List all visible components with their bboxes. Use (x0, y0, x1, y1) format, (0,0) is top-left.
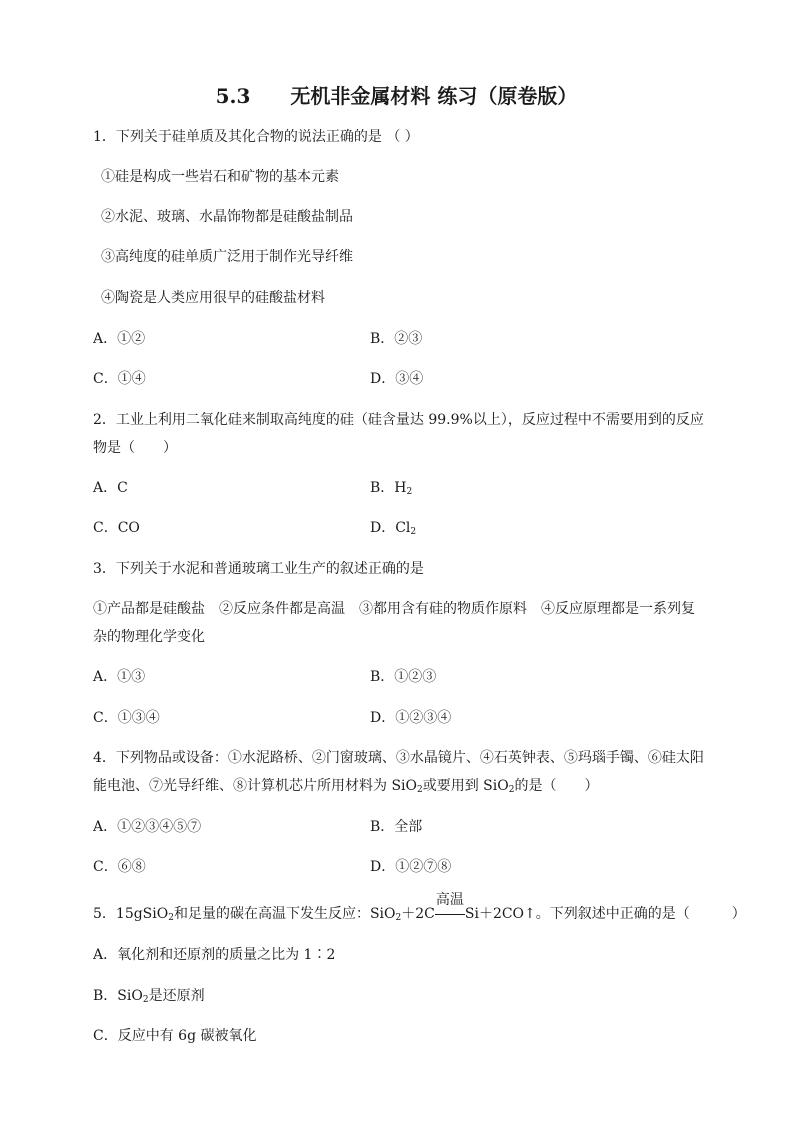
q1-statement-4: ④陶瓷是人类应用很早的硅酸盐材料 (101, 290, 325, 306)
q4-stem-text-b: 或要用到 SiO (422, 778, 509, 794)
q5-option-b-subscript: 2 (142, 995, 149, 1005)
q5-option-b-text-2: 是还原剂 (148, 988, 205, 1004)
q4-stem-line-2 (93, 775, 598, 797)
q2-option-b (370, 477, 412, 499)
q1-option-c: C．①④ (93, 371, 146, 387)
q4-option-c: C．⑥⑧ (93, 859, 146, 875)
q3-option-d: D．①②③④ (370, 710, 452, 726)
q3-statements-line-1: ①产品都是硅酸盐 ②反应条件都是高温 ③都用含有硅的物质作原料 ④反应原理都是一系列复 (93, 601, 695, 617)
q3-statements-line-2: 杂的物理化学变化 (93, 629, 205, 645)
q3-option-c: C．①③④ (93, 710, 160, 726)
q5-stem (93, 892, 746, 925)
q2-option-b-text: B．H (370, 480, 407, 496)
q3-stem: 3．下列关于水泥和普通玻璃工业生产的叙述正确的是 (93, 561, 424, 577)
q3-option-a: A．①③ (93, 669, 146, 685)
q5-text-1: 5．15gSiO (93, 906, 169, 922)
reaction-condition (435, 892, 465, 921)
q1-statement-3: ③高纯度的硅单质广泛用于制作光导纤维 (101, 249, 353, 265)
q1-option-d: D．③④ (370, 371, 424, 387)
section-number: 5.3 (215, 84, 251, 108)
reaction-condition-label: 高温 (435, 892, 464, 908)
section-title: 无机非金属材料 练习（原卷版） (290, 84, 578, 108)
q4-subscript-2: 2 (508, 785, 515, 795)
q5-option-c: C．反应中有 6g 碳被氧化 (93, 1028, 257, 1044)
q5-text-3: ＋2C (401, 906, 435, 922)
q4-option-d: D．①②⑦⑧ (370, 859, 452, 875)
q2-option-c: C．CO (93, 520, 140, 536)
q2-stem-line-2: 物是（ ） (93, 440, 177, 456)
q4-stem-text-c: 的是（ ） (514, 778, 599, 794)
q3-option-b: B．①②③ (370, 669, 437, 685)
q5-option-b (93, 985, 205, 1007)
q2-option-b-subscript: 2 (406, 487, 413, 497)
q1-option-a: A．①② (93, 331, 146, 347)
q2-option-d-text: D．Cl (370, 520, 411, 536)
q4-stem-line-1: 4．下列物品或设备：①水泥路桥、②门窗玻璃、③水晶镜片、④石英钟表、⑤玛瑙手镯、⑥硅太阳 (93, 750, 704, 766)
q2-option-d-subscript: 2 (410, 527, 417, 537)
q4-option-a: A．①②③④⑤⑦ (93, 819, 202, 835)
q1-statement-2: ②水泥、玻璃、水晶饰物都是硅酸盐制品 (101, 209, 353, 225)
q1-statement-1: ①硅是构成一些岩石和矿物的基本元素 (101, 169, 339, 185)
q5-option-b-text: B．SiO (93, 988, 143, 1004)
q5-text-4: Si＋2CO↑。下列叙述中正确的是（ ） (464, 906, 746, 922)
q1-option-b: B．②③ (370, 331, 423, 347)
q2-option-d (370, 517, 416, 539)
q4-subscript-1: 2 (417, 785, 423, 795)
q4-stem-text-a: 能电池、⑦光导纤维、⑧计算机芯片所用材料为 SiO (93, 778, 417, 794)
q5-subscript-2: 2 (395, 913, 402, 923)
q5-subscript-1: 2 (168, 913, 174, 923)
q2-stem-line-1: 2．工业上利用二氧化硅来制取高纯度的硅（硅含量达 99.9%以上），反应过程中不需要用到的反应 (93, 412, 704, 428)
q5-text-2: 和足量的碳在高温下发生反应：SiO (173, 906, 396, 922)
q5-option-a: A．氧化剂和还原剂的质量之比为 1∶2 (93, 947, 336, 963)
q1-stem: 1．下列关于硅单质及其化合物的说法正确的是 （ ） (93, 129, 419, 145)
page-title (0, 80, 793, 109)
q2-option-a: A．C (93, 480, 128, 496)
q4-option-b: B．全部 (370, 819, 423, 835)
reaction-arrow-line (435, 914, 465, 915)
